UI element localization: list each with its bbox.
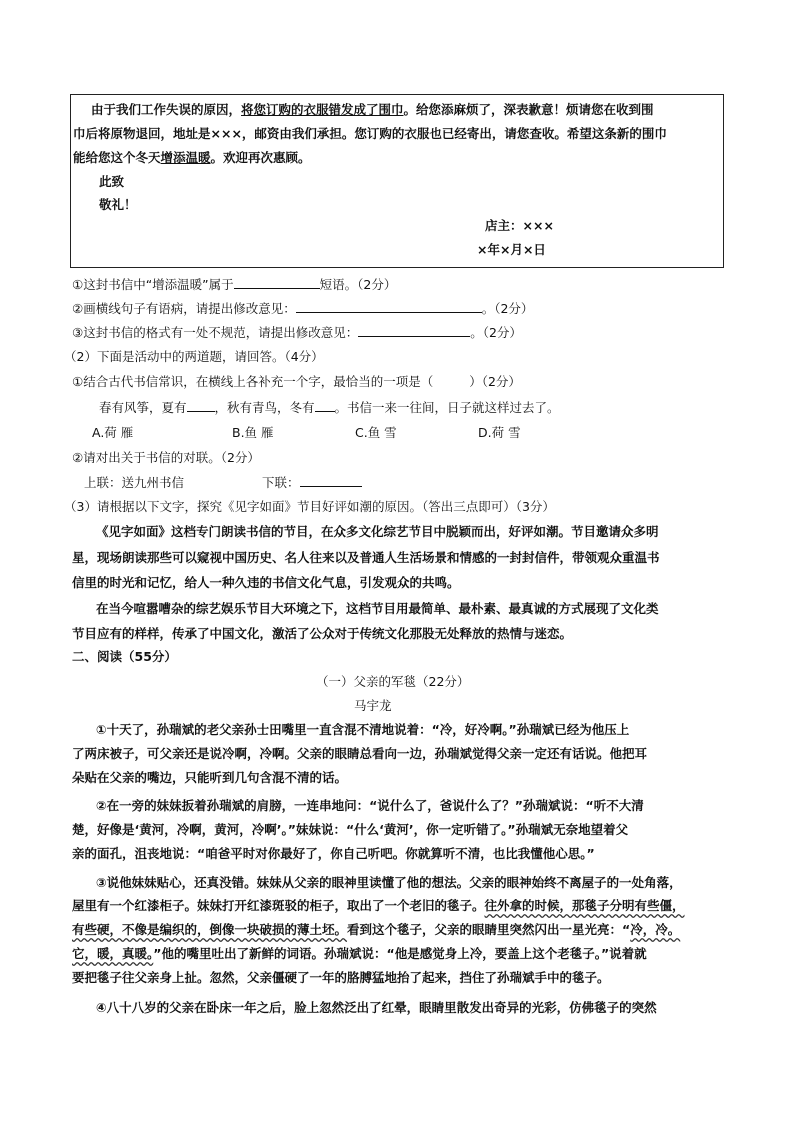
paragraph-3-line-3 bbox=[72, 921, 680, 939]
paragraph-2-line-3: 亲的面孔，沮丧地说：“咱爸平时对你最好了，你自己听吧。你就算听不清，也比我懂他心思。” bbox=[72, 846, 595, 861]
question-text: ②画横线句子有语病，请提出修改意见： bbox=[72, 301, 296, 316]
letter-body-line-3 bbox=[73, 149, 311, 167]
option-a[interactable]: A.荷 雁 bbox=[92, 425, 134, 440]
paragraph-3-line-2 bbox=[72, 897, 685, 915]
letter-salutation-1: 此致 bbox=[99, 174, 125, 189]
article-author: 马宇龙 bbox=[354, 698, 392, 713]
option-b[interactable]: B.鱼 雁 bbox=[232, 425, 274, 440]
letter-signer: 店主：××× bbox=[485, 218, 554, 233]
poem-text: ，秋有青鸟，冬有 bbox=[214, 400, 315, 415]
letter-date: ×年×月×日 bbox=[477, 242, 546, 257]
couplet-label: 下联： bbox=[262, 475, 300, 490]
letter-text: 能给您这个冬天 bbox=[73, 150, 161, 165]
section-title: 二、阅读（55分） bbox=[72, 649, 177, 664]
question-3 bbox=[72, 324, 522, 342]
paragraph-3-line-4 bbox=[72, 945, 647, 963]
question-text: ①这封书信中“增添温暖”属于 bbox=[72, 277, 234, 292]
poem-text: 春有风筝，夏有 bbox=[99, 400, 187, 415]
letter-body-line-2: 巾后将原物退回，地址是×××，邮资由我们承担。您订购的衣服也已经寄出，请您查收。希望这条新的围巾 bbox=[73, 126, 667, 141]
wavy-underlined-text: 往外拿的时候，那毯子分明有些僵， bbox=[484, 898, 685, 913]
answer-blank[interactable] bbox=[234, 276, 320, 289]
part-3-paragraph-1-line-1: 《见字如面》这档专门朗读书信的节目，在众多文化综艺节目中脱颖而出，好评如潮。节目邀请众多明 bbox=[96, 524, 659, 539]
couplet-upper: 上联：送九州书信 bbox=[84, 475, 185, 490]
letter-body-line-1 bbox=[91, 101, 654, 119]
part-3-title: （3）请根据以下文字，探究《见字如面》节目好评如潮的原因。（答出三点即可）（3分） bbox=[64, 499, 555, 514]
article-title: （一）父亲的军毯（22分） bbox=[316, 674, 470, 689]
part-3-paragraph-2-line-2: 节目应有的样样，传承了中国文化，激活了公众对于传统文化那股无处释放的热情与迷恋。 bbox=[72, 626, 573, 641]
paragraph-3-line-5: 要把毯子往父亲身上扯。忽然，父亲僵硬了一年的胳膊猛地抬了起来，挡住了孙瑞斌手中的毯子。 bbox=[72, 970, 610, 985]
part-2-question-1 bbox=[72, 373, 521, 391]
answer-blank[interactable] bbox=[315, 399, 335, 412]
question-text: 。（2分） bbox=[470, 325, 522, 340]
question-text: ）（2分） bbox=[469, 374, 521, 389]
couplet-lower bbox=[262, 474, 362, 492]
paragraph-4-line-1: ④八十八岁的父亲在卧床一年之后，脸上忽然泛出了红晕，眼睛里散发出奇异的光彩，仿佛毯子的突然 bbox=[96, 1000, 657, 1015]
wavy-underlined-text: 冷，冷。 bbox=[630, 922, 681, 937]
question-text: 。（2分） bbox=[481, 301, 534, 316]
letter-box bbox=[70, 94, 724, 268]
answer-blank[interactable] bbox=[187, 399, 215, 412]
paragraph-text: 屋里有一个红漆柜子。妹妹打开红漆斑驳的柜子，取出了一个老旧的毯子。 bbox=[72, 898, 485, 913]
poem-text: 。书信一来一往间，日子就这样过去了。 bbox=[334, 400, 560, 415]
part-3-paragraph-2-line-1: 在当今喧嚣嘈杂的综艺娱乐节目大环境之下，这档节目用最简单、最朴素、最真诚的方式展现了文化类 bbox=[96, 601, 659, 616]
paragraph-1-line-2: 了两床被子，可父亲还是说冷啊，冷啊。父亲的眼睛总看向一边，孙瑞斌觉得父亲一定还有话说。他把耳 bbox=[72, 746, 648, 761]
paragraph-1-line-3: 朵贴在父亲的嘴边，只能听到几句含混不清的话。 bbox=[72, 770, 348, 785]
option-c[interactable]: C.鱼 雪 bbox=[355, 425, 397, 440]
paragraph-2-line-1: ②在一旁的妹妹扳着孙瑞斌的肩膀，一连串地问：“说什么了，爸说什么了？”孙瑞斌说：“听不大清 bbox=[96, 798, 644, 813]
wavy-underlined-text: 有些硬，不像是编织的，倒像一块破损的薄土坯。 bbox=[72, 922, 348, 937]
letter-text: 由于我们工作失误的原因， bbox=[91, 102, 242, 117]
underlined-sentence: 将您订购的衣服错发成了围巾 bbox=[241, 102, 404, 117]
paragraph-2-line-2: 楚，好像是‘黄河，冷啊，黄河，冷啊’。”妹妹说：“什么‘黄河’，你一定听错了。”孙瑞斌无奈地望着父 bbox=[72, 822, 629, 837]
question-2 bbox=[72, 300, 533, 318]
part-3-paragraph-1-line-3: 信里的时光和记忆，给人一种久违的书信文化气息，引发观众的共鸣。 bbox=[72, 575, 460, 590]
poem-line bbox=[99, 399, 560, 417]
letter-text: 。给您添麻烦了，深表歉意！烦请您在收到围 bbox=[403, 102, 654, 117]
wavy-underlined-text: 它，暖，真暖。 bbox=[72, 946, 154, 961]
answer-blank[interactable] bbox=[296, 300, 482, 313]
question-text: 短语。（2分） bbox=[319, 277, 397, 292]
question-text: ①结合古代书信常识，在横线上各补充一个字，最恰当的一项是（ bbox=[72, 374, 434, 389]
phrase-zengtian-wennuan: 增添温暖 bbox=[160, 150, 211, 165]
paragraph-3-line-1: ③说他妹妹贴心，还真没错。妹妹从父亲的眼神里读懂了他的想法。父亲的眼神始终不离屋子的一处角落， bbox=[96, 875, 682, 890]
paragraph-1-line-1: ①十天了，孙瑞斌的老父亲孙士田嘴里一直含混不清地说着：“冷，好冷啊。”孙瑞斌已经为他压上 bbox=[96, 722, 630, 737]
paragraph-text: 看到这个毯子，父亲的眼睛里突然闪出一星光亮：“ bbox=[347, 922, 631, 937]
question-1 bbox=[72, 276, 396, 294]
letter-text: 。欢迎再次惠顾。 bbox=[210, 150, 311, 165]
part-2-title: （2）下面是活动中的两道题，请回答。（4分） bbox=[64, 349, 324, 364]
answer-blank[interactable] bbox=[300, 474, 362, 487]
answer-blank[interactable] bbox=[358, 324, 470, 337]
question-text: ③这封书信的格式有一处不规范，请提出修改意见： bbox=[72, 325, 359, 340]
part-3-paragraph-1-line-2: 星，现场朗读那些可以窥视中国历史、名人往来以及普通人生活场景和情感的一封封信件，带领观众重温书 bbox=[72, 550, 660, 565]
option-d[interactable]: D.荷 雪 bbox=[478, 425, 521, 440]
paragraph-text: ”他的嘴里吐出了新鲜的词语。孙瑞斌说：“他是感觉身上冷，要盖上这个老毯子。”说着就 bbox=[153, 946, 647, 961]
letter-salutation-2: 敬礼！ bbox=[99, 197, 137, 212]
part-2-question-2: ②请对出关于书信的对联。（2分） bbox=[72, 450, 260, 465]
